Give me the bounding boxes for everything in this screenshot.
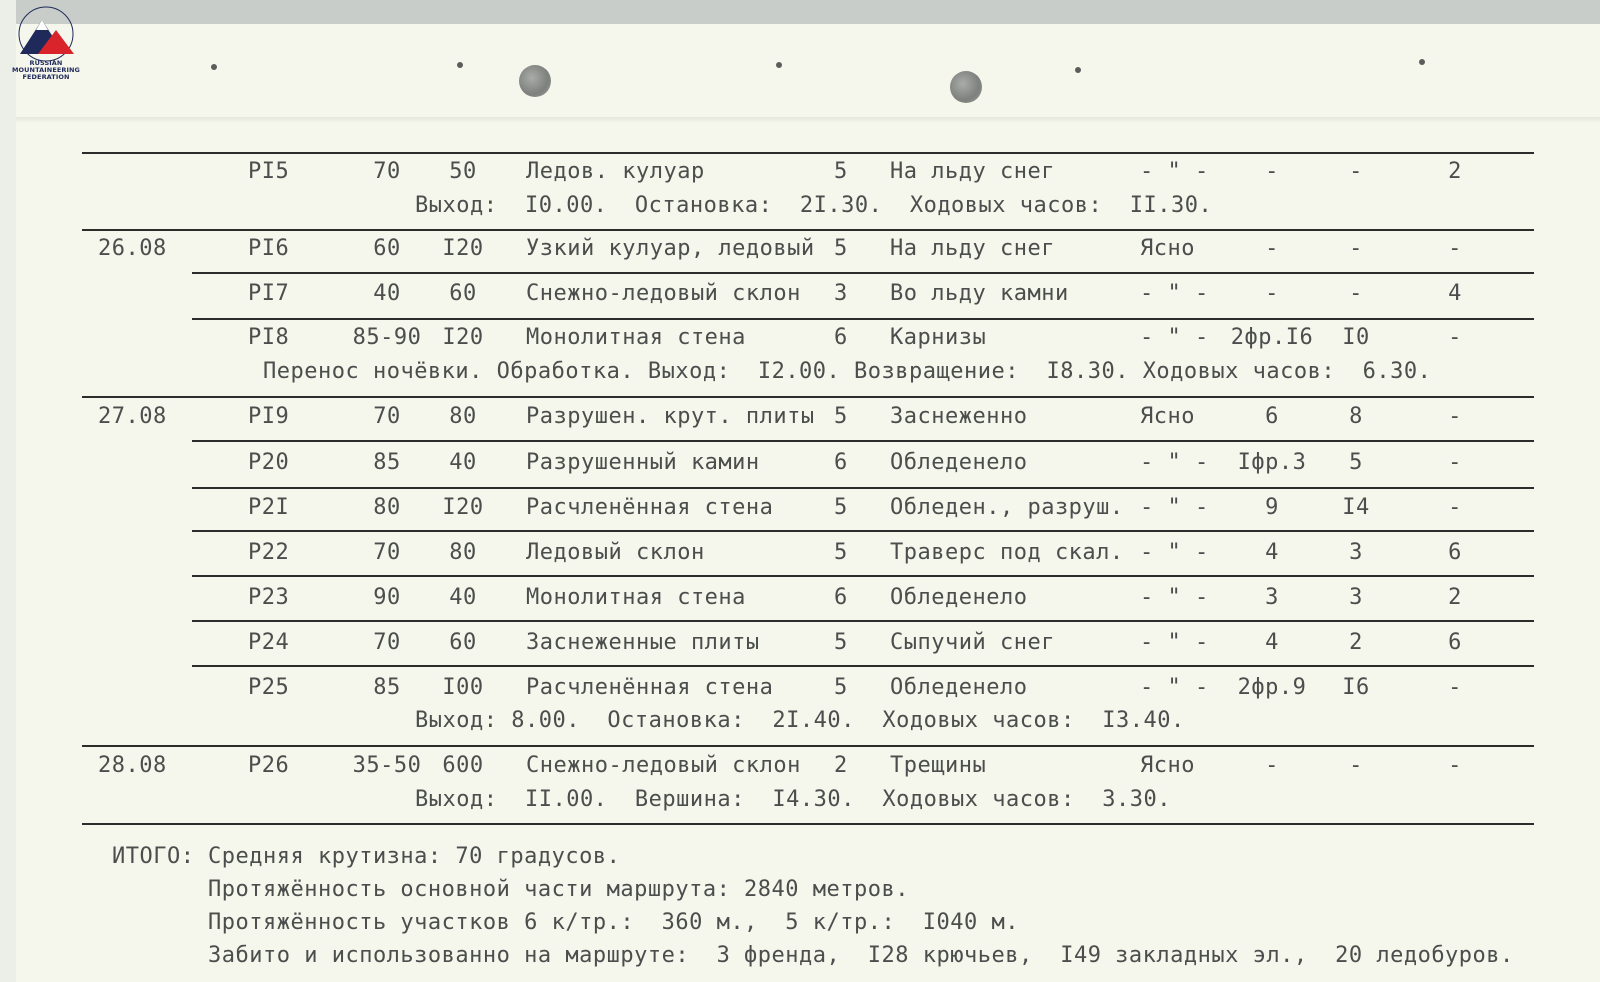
speck-1 [211, 64, 217, 70]
weather-cell: - " - [1140, 675, 1209, 700]
weather-cell: Ясно [1140, 236, 1195, 261]
federation-logo [2, 4, 90, 84]
steepness-cell: 60 [373, 236, 401, 261]
relief-cell: Монолитная стена [526, 585, 746, 610]
weather-cell: - " - [1140, 495, 1209, 520]
length-cell: 50 [449, 159, 477, 184]
weather-cell: - " - [1140, 159, 1209, 184]
steepness-cell: 85-90 [352, 325, 422, 350]
section-cell: PI7 [248, 281, 290, 306]
table-rule [192, 272, 1534, 274]
category-cell: 5 [834, 236, 848, 261]
table-rule [82, 229, 1534, 231]
conditions-cell: Траверс под скал. [890, 540, 1124, 565]
steepness-cell: 70 [373, 540, 401, 565]
category-cell: 5 [834, 675, 848, 700]
category-cell: 3 [834, 281, 848, 306]
count-col-2-cell: I4 [1342, 495, 1370, 520]
weather-cell: Ясно [1140, 753, 1195, 778]
table-rule [192, 575, 1534, 577]
table-rule [82, 396, 1534, 398]
relief-cell: Расчленённая стена [526, 495, 774, 520]
category-cell: 5 [834, 630, 848, 655]
conditions-cell: Обледенело [890, 675, 1028, 700]
weather-cell: - " - [1140, 281, 1209, 306]
category-cell: 2 [834, 753, 848, 778]
count-col-1-cell: - [1265, 236, 1279, 261]
length-cell: 60 [449, 630, 477, 655]
conditions-cell: Во льду камни [890, 281, 1069, 306]
category-cell: 5 [834, 404, 848, 429]
table-rule [192, 440, 1534, 442]
relief-cell: Монолитная стена [526, 325, 746, 350]
count-col-3-cell: 6 [1448, 540, 1462, 565]
count-col-3-cell: - [1448, 236, 1462, 261]
length-cell: 600 [442, 753, 484, 778]
relief-cell: Ледовый склон [526, 540, 705, 565]
count-col-1-cell: Iфр.3 [1237, 450, 1307, 475]
weather-cell: Ясно [1140, 404, 1195, 429]
weather-cell: - " - [1140, 325, 1209, 350]
count-col-2-cell: 3 [1349, 585, 1363, 610]
count-col-2-cell: 8 [1349, 404, 1363, 429]
count-col-2-cell: - [1349, 753, 1363, 778]
left-margin-strip [0, 0, 16, 982]
totals-line-3: Протяжённость участков 6 к/тр.: 360 м., 5 к/тр.: I040 м. [208, 910, 1019, 935]
weather-cell: - " - [1140, 450, 1209, 475]
length-cell: 80 [449, 540, 477, 565]
count-col-1-cell: - [1265, 753, 1279, 778]
conditions-cell: На льду снег [890, 159, 1055, 184]
length-cell: 80 [449, 404, 477, 429]
count-col-3-cell: 4 [1448, 281, 1462, 306]
count-col-3-cell: - [1448, 675, 1462, 700]
punch-hole-right [950, 71, 982, 103]
count-col-2-cell: I0 [1342, 325, 1370, 350]
totals-label: ИТОГО: [112, 844, 195, 869]
steepness-cell: 80 [373, 495, 401, 520]
length-cell: 60 [449, 281, 477, 306]
date-cell: 26.08 [98, 236, 167, 261]
section-cell: P20 [248, 450, 290, 475]
relief-cell: Снежно-ледовый склон [526, 281, 801, 306]
category-cell: 6 [834, 585, 848, 610]
section-cell: P26 [248, 753, 290, 778]
count-col-1-cell: - [1265, 159, 1279, 184]
punch-hole-left [519, 65, 551, 97]
steepness-cell: 35-50 [352, 753, 422, 778]
count-col-1-cell: 2фр.9 [1237, 675, 1307, 700]
section-cell: PI6 [248, 236, 290, 261]
category-cell: 6 [834, 450, 848, 475]
relief-cell: Снежно-ледовый склон [526, 753, 801, 778]
date-cell: 28.08 [98, 753, 167, 778]
table-rule [192, 620, 1534, 622]
totals-line-1: Средняя крутизна: 70 градусов. [208, 844, 621, 869]
day-summary-line: Выход: I0.00. Остановка: 2I.30. Ходовых часов: II.30. [415, 193, 1213, 218]
relief-cell: Расчленённая стена [526, 675, 774, 700]
page-fold-shadow [16, 117, 1600, 123]
weather-cell: - " - [1140, 540, 1209, 565]
table-rule [82, 823, 1534, 825]
logo-line-3: FEDERATION [22, 73, 70, 81]
category-cell: 6 [834, 325, 848, 350]
count-col-3-cell: - [1448, 753, 1462, 778]
conditions-cell: Обледенело [890, 585, 1028, 610]
table-rule [82, 152, 1534, 154]
count-col-3-cell: - [1448, 450, 1462, 475]
relief-cell: Узкий кулуар, ледовый [526, 236, 815, 261]
totals-line-2: Протяжённость основной части маршрута: 2840 метров. [208, 877, 910, 902]
relief-cell: Разрушенный камин [526, 450, 760, 475]
length-cell: I00 [442, 675, 484, 700]
relief-cell: Разрушен. крут. плиты [526, 404, 815, 429]
steepness-cell: 90 [373, 585, 401, 610]
relief-cell: Заснеженные плиты [526, 630, 760, 655]
count-col-1-cell: 6 [1265, 404, 1279, 429]
count-col-1-cell: 2фр.I6 [1230, 325, 1314, 350]
section-cell: PI9 [248, 404, 290, 429]
count-col-3-cell: 2 [1448, 585, 1462, 610]
count-col-3-cell: - [1448, 495, 1462, 520]
count-col-1-cell: 4 [1265, 540, 1279, 565]
count-col-2-cell: - [1349, 281, 1363, 306]
category-cell: 5 [834, 540, 848, 565]
count-col-1-cell: 4 [1265, 630, 1279, 655]
count-col-2-cell: 2 [1349, 630, 1363, 655]
section-cell: P22 [248, 540, 290, 565]
conditions-cell: На льду снег [890, 236, 1055, 261]
conditions-cell: Карнизы [890, 325, 987, 350]
count-col-2-cell: - [1349, 159, 1363, 184]
table-rule [192, 530, 1534, 532]
length-cell: I20 [442, 325, 484, 350]
section-cell: P25 [248, 675, 290, 700]
category-cell: 5 [834, 159, 848, 184]
count-col-3-cell: - [1448, 325, 1462, 350]
count-col-1-cell: - [1265, 281, 1279, 306]
day-summary-line: Выход: II.00. Вершина: I4.30. Ходовых часов: 3.30. [415, 787, 1171, 812]
count-col-2-cell: 3 [1349, 540, 1363, 565]
conditions-cell: Обледен., разруш. [890, 495, 1124, 520]
table-rule [192, 487, 1534, 489]
speck-4 [1075, 67, 1081, 73]
mountain-logo-icon [2, 4, 90, 62]
conditions-cell: Трещины [890, 753, 987, 778]
date-cell: 27.08 [98, 404, 167, 429]
section-cell: P24 [248, 630, 290, 655]
logo-line-1: RUSSIAN [29, 59, 63, 67]
speck-3 [776, 62, 782, 68]
steepness-cell: 85 [373, 675, 401, 700]
day-summary-line: Выход: 8.00. Остановка: 2I.40. Ходовых часов: I3.40. [415, 708, 1185, 733]
section-cell: P23 [248, 585, 290, 610]
length-cell: I20 [442, 236, 484, 261]
length-cell: 40 [449, 585, 477, 610]
section-cell: P2I [248, 495, 290, 520]
count-col-3-cell: 6 [1448, 630, 1462, 655]
table-rule [192, 318, 1534, 320]
conditions-cell: Обледенело [890, 450, 1028, 475]
weather-cell: - " - [1140, 585, 1209, 610]
speck-2 [457, 62, 463, 68]
section-cell: PI8 [248, 325, 290, 350]
table-rule [192, 665, 1534, 667]
logo-line-2: MOUNTAINEERING [11, 66, 80, 74]
day-summary-line: Перенос ночёвки. Обработка. Выход: I2.00. Возвращение: I8.30. Ходовых часов: 6.30. [263, 359, 1432, 384]
weather-cell: - " - [1140, 630, 1209, 655]
relief-cell: Ледов. кулуар [526, 159, 705, 184]
totals-line-4: Забито и использованно на маршруте: 3 френда, I28 крючьев, I49 закладных эл., 20 ледобуров. [208, 943, 1514, 968]
category-cell: 5 [834, 495, 848, 520]
steepness-cell: 85 [373, 450, 401, 475]
conditions-cell: Заснеженно [890, 404, 1028, 429]
length-cell: 40 [449, 450, 477, 475]
steepness-cell: 70 [373, 404, 401, 429]
speck-5 [1419, 59, 1425, 65]
count-col-2-cell: 5 [1349, 450, 1363, 475]
count-col-3-cell: 2 [1448, 159, 1462, 184]
steepness-cell: 70 [373, 630, 401, 655]
count-col-2-cell: - [1349, 236, 1363, 261]
count-col-1-cell: 3 [1265, 585, 1279, 610]
section-cell: PI5 [248, 159, 290, 184]
length-cell: I20 [442, 495, 484, 520]
conditions-cell: Сыпучий снег [890, 630, 1055, 655]
steepness-cell: 40 [373, 281, 401, 306]
count-col-2-cell: I6 [1342, 675, 1370, 700]
table-rule [82, 745, 1534, 747]
steepness-cell: 70 [373, 159, 401, 184]
count-col-3-cell: - [1448, 404, 1462, 429]
count-col-1-cell: 9 [1265, 495, 1279, 520]
